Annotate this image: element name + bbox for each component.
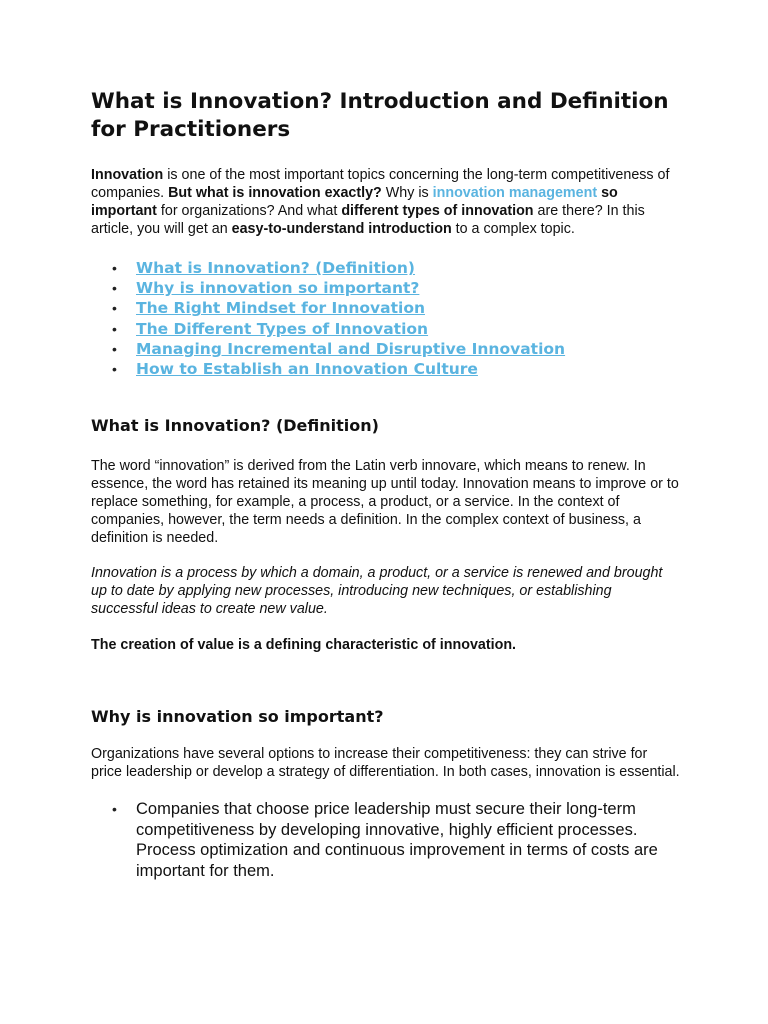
definition-paragraph: The word “innovation” is derived from the Latin verb innovare, which means to renew. In essence, the word has retained its meaning up until today. Innovation means to improve or to replace something, for example, a process, a product, or a service. In the context of companies, however, the term needs a definition. In the complex context of business, a definition is needed. — [91, 458, 679, 547]
toc-link-incremental-disruptive[interactable]: Managing Incremental and Disruptive Innovation — [136, 339, 566, 358]
bullet-icon: • — [112, 280, 117, 297]
toc-link-definition[interactable]: What is Innovation? (Definition) — [136, 259, 415, 277]
definition-key-statement: The creation of value is a defining characteristic of innovation. — [91, 637, 517, 654]
toc-item — [91, 319, 681, 339]
list-item-text: Companies that choose price leadership must secure their long-term competitiveness by developing innovative, highly efficient processes. Process optimization and continuous improvement in terms of costs are important for them. — [136, 800, 658, 880]
table-of-contents — [91, 258, 681, 379]
toc-item — [91, 298, 681, 318]
intro-bold-question: But what is innovation exactly? — [168, 185, 382, 201]
article — [91, 88, 681, 881]
bullet-icon: • — [112, 260, 117, 276]
importance-bullet-list — [91, 799, 681, 881]
definition-quote: Innovation is a process by which a domain, a product, or a service is renewed and brought up to date by applying new processes, introducing new techniques, or establishing successful ideas to create new value. — [91, 565, 663, 618]
toc-link-culture[interactable]: How to Establish an Innovation Culture — [136, 360, 478, 379]
section-heading-definition: What is Innovation? (Definition) — [91, 416, 379, 436]
list-item — [91, 799, 681, 881]
intro-bold-important: so important — [91, 185, 618, 219]
importance-paragraph: Organizations have several options to increase their competitiveness: they can strive for price leadership or develop a strategy of differentiation. In both cases, innovation is essential. — [91, 746, 680, 781]
intro-paragraph: Innovation is one of the most important topics concerning the long-term competitiveness of companies. But what is innovation exactly? Why is innovation management so important for organizations? And what different types of innovation are there? In this article, you will get an easy-to-understand introduction to a complex topic. — [91, 167, 670, 237]
intro-bold-types: different types of innovation — [341, 203, 534, 219]
bullet-icon: • — [112, 320, 117, 337]
toc-item — [91, 278, 681, 298]
intro-bold-innovation: Innovation — [91, 167, 164, 183]
toc-link-types[interactable]: The Different Types of Innovation — [136, 319, 429, 338]
toc-item — [91, 359, 681, 379]
bullet-icon: • — [112, 361, 117, 378]
toc-item — [91, 258, 681, 278]
intro-bold-easy: easy-to-understand introduction — [231, 221, 452, 237]
page-title: What is Innovation? Introduction and Definition for Practitioners — [91, 89, 669, 142]
section-heading-importance: Why is innovation so important? — [91, 707, 384, 727]
toc-link-importance[interactable]: Why is innovation so important? — [136, 279, 420, 298]
toc-item — [91, 339, 681, 359]
bullet-icon: • — [112, 801, 117, 818]
innovation-management-link[interactable]: innovation management — [432, 185, 598, 201]
bullet-icon: • — [112, 300, 117, 317]
bullet-icon: • — [112, 340, 117, 357]
toc-link-mindset[interactable]: The Right Mindset for Innovation — [136, 299, 425, 318]
